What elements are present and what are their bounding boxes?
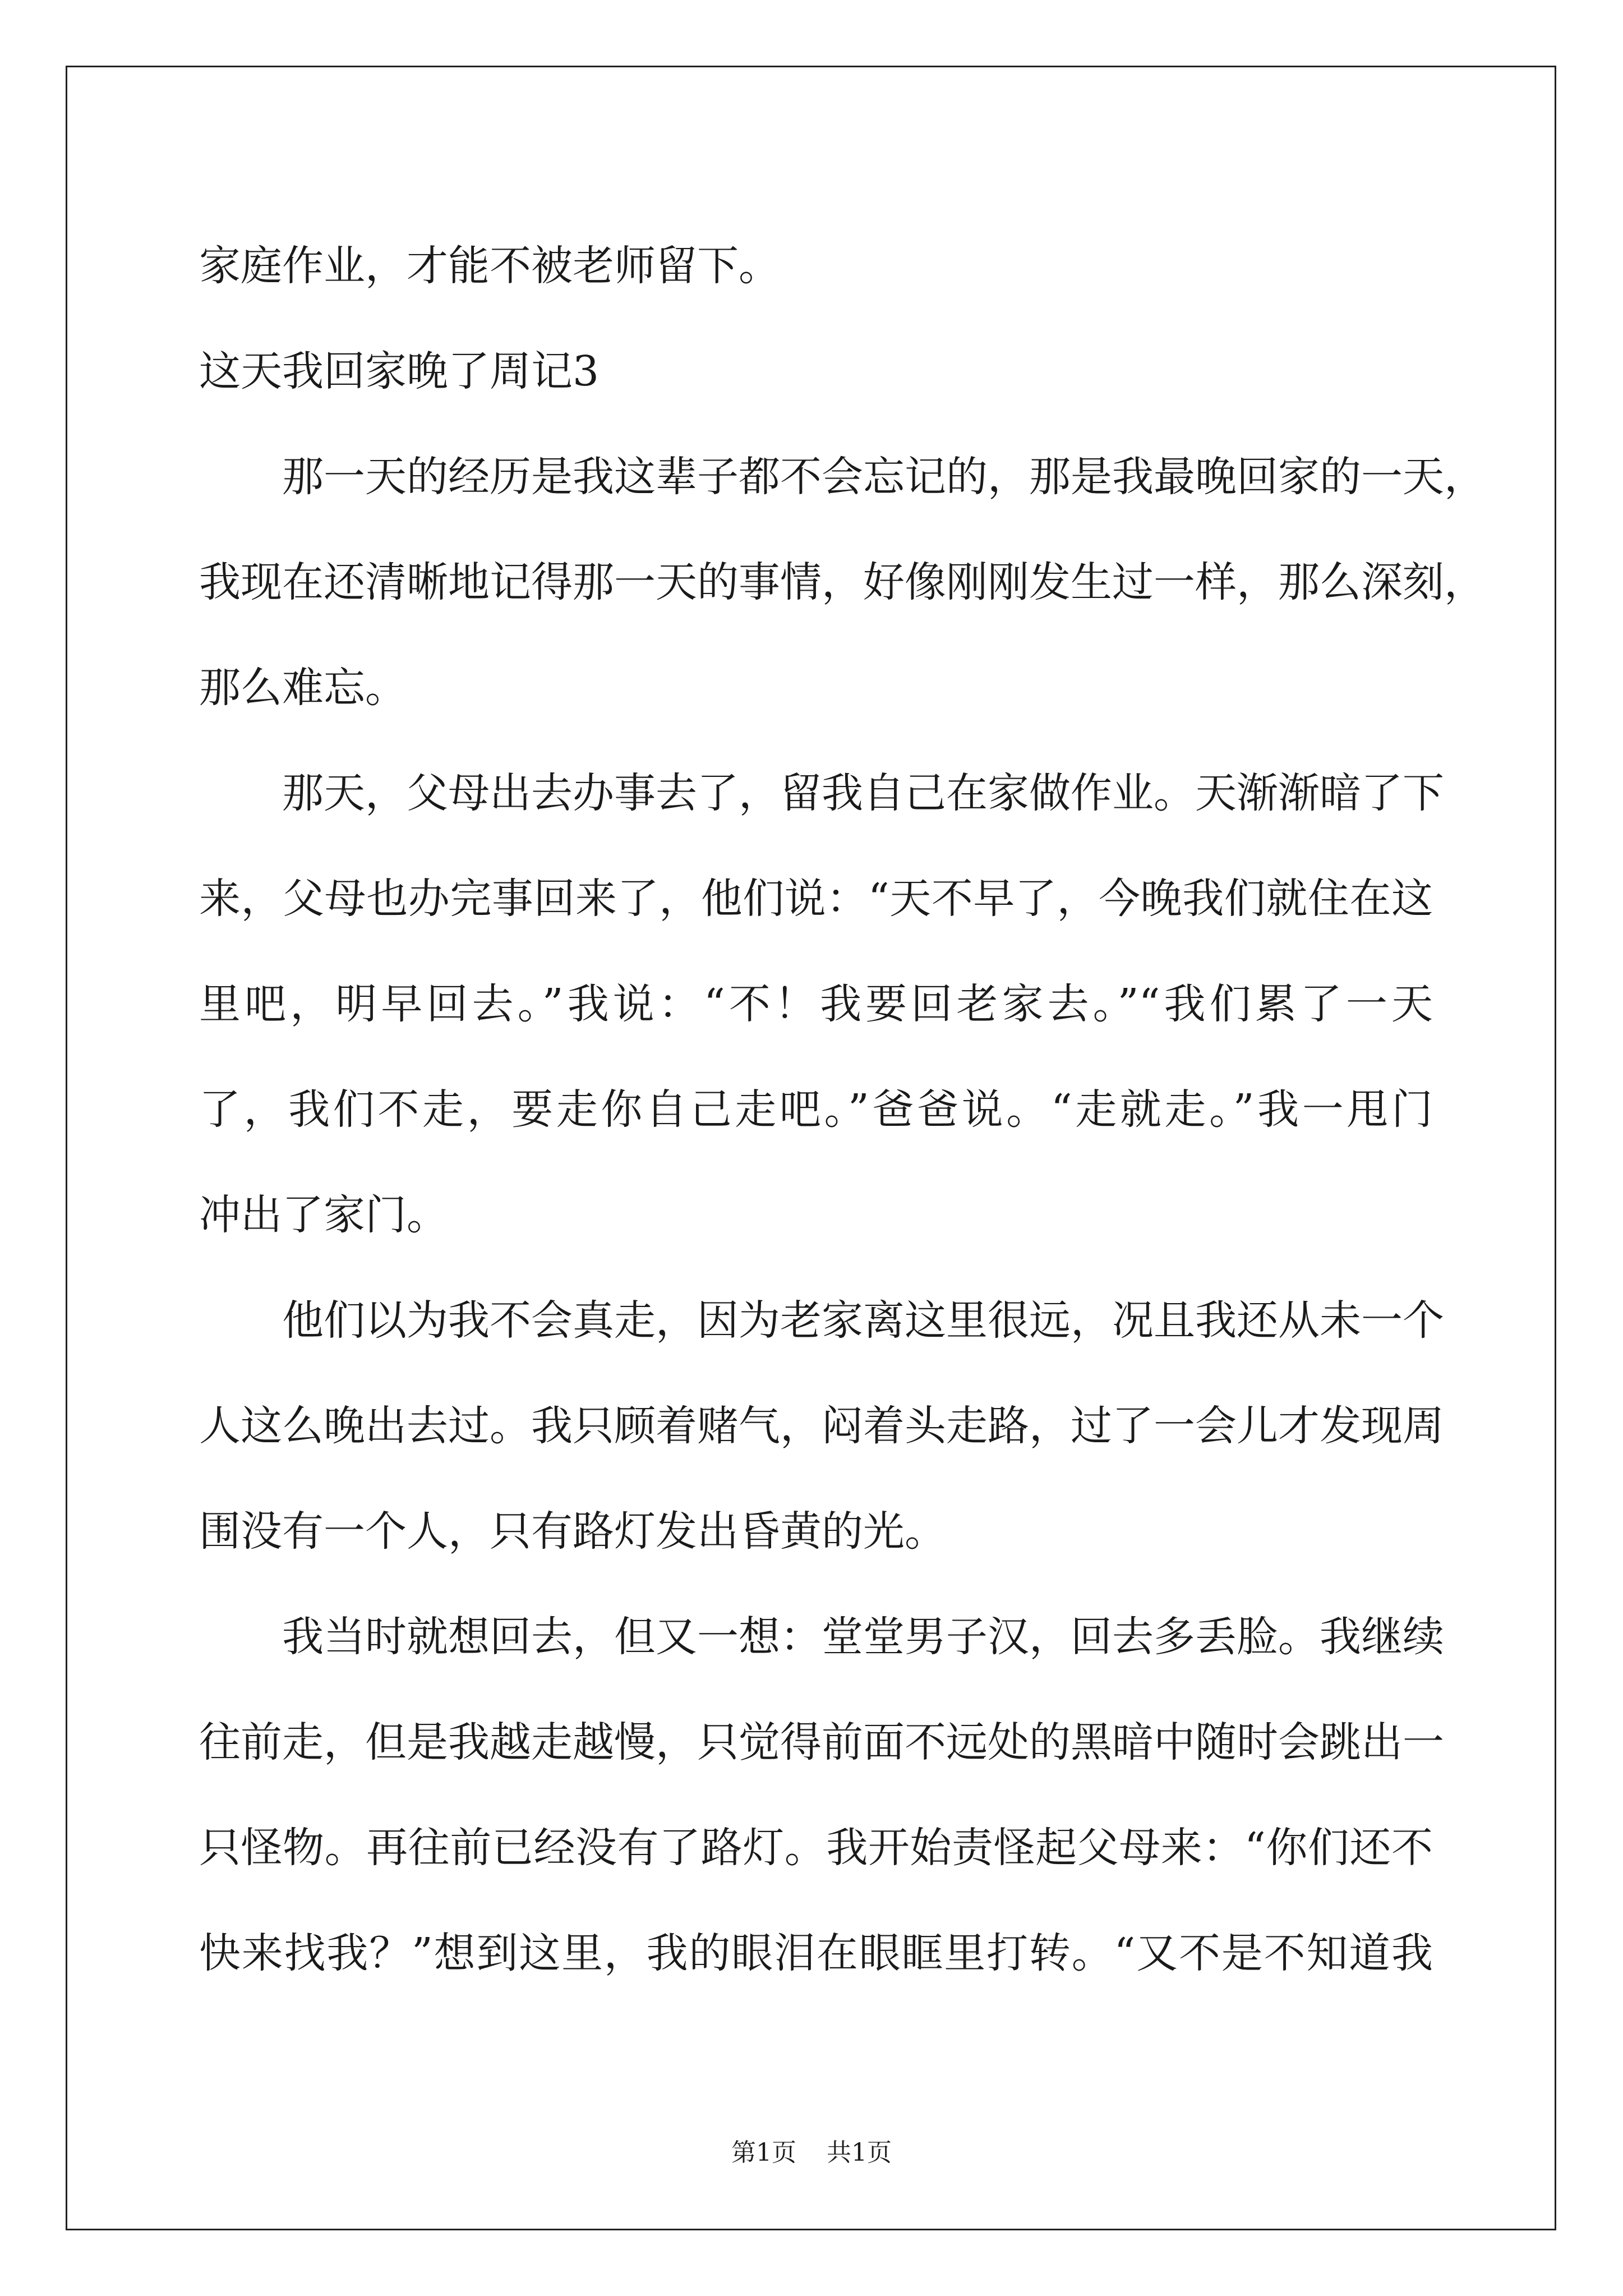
- text-line: 人这么晚出去过。我只顾着赌气，闷着头走路，过了一会儿才发现周: [199, 1402, 1444, 1450]
- text-line: 冲出了家门。: [199, 1191, 448, 1239]
- text-line: 他们以为我不会真走，因为老家离这里很远，况且我还从未一个: [282, 1296, 1444, 1345]
- section-heading: 这天我回家晚了周记3: [199, 347, 600, 395]
- page-footer: [0, 2136, 1623, 2170]
- text-line: 往前走，但是我越走越慢，只觉得前面不远处的黑暗中随时会跳出一: [199, 1718, 1444, 1766]
- text-line: 里吧，明早回去。”我说：“不！我要回老家去。”“我们累了一天: [199, 980, 1433, 1028]
- text-line: 了，我们不走，要走你自己走吧。”爸爸说。“走就走。”我一甩门: [199, 1085, 1433, 1134]
- text-line: 我现在还清晰地记得那一天的事情，好像刚刚发生过一样，那么深刻，: [199, 558, 1486, 606]
- page-number: 第1页: [731, 2138, 796, 2167]
- text-line: 快来找我？”想到这里，我的眼泪在眼眶里打转。“又不是不知道我: [199, 1929, 1433, 1977]
- text-line: 那么难忘。: [199, 664, 407, 712]
- text-line: 围没有一个人，只有路灯发出昏黄的光。: [199, 1507, 946, 1556]
- text-line: 家庭作业，才能不被老师留下。: [199, 242, 780, 290]
- text-line: 那天，父母出去办事去了，留我自己在家做作业。天渐渐暗了下: [282, 769, 1444, 817]
- page-total: 共1页: [827, 2138, 892, 2167]
- text-line: 那一天的经历是我这辈子都不会忘记的，那是我最晚回家的一天，: [282, 453, 1486, 501]
- text-line: 我当时就想回去，但又一想：堂堂男子汉，回去多丢脸。我继续: [282, 1613, 1444, 1661]
- text-line: 来，父母也办完事回来了，他们说：“天不早了，今晚我们就住在这: [199, 875, 1433, 923]
- text-line: 只怪物。再往前已经没有了路灯。我开始责怪起父母来：“你们还不: [199, 1824, 1433, 1872]
- document-body: [199, 213, 1486, 2006]
